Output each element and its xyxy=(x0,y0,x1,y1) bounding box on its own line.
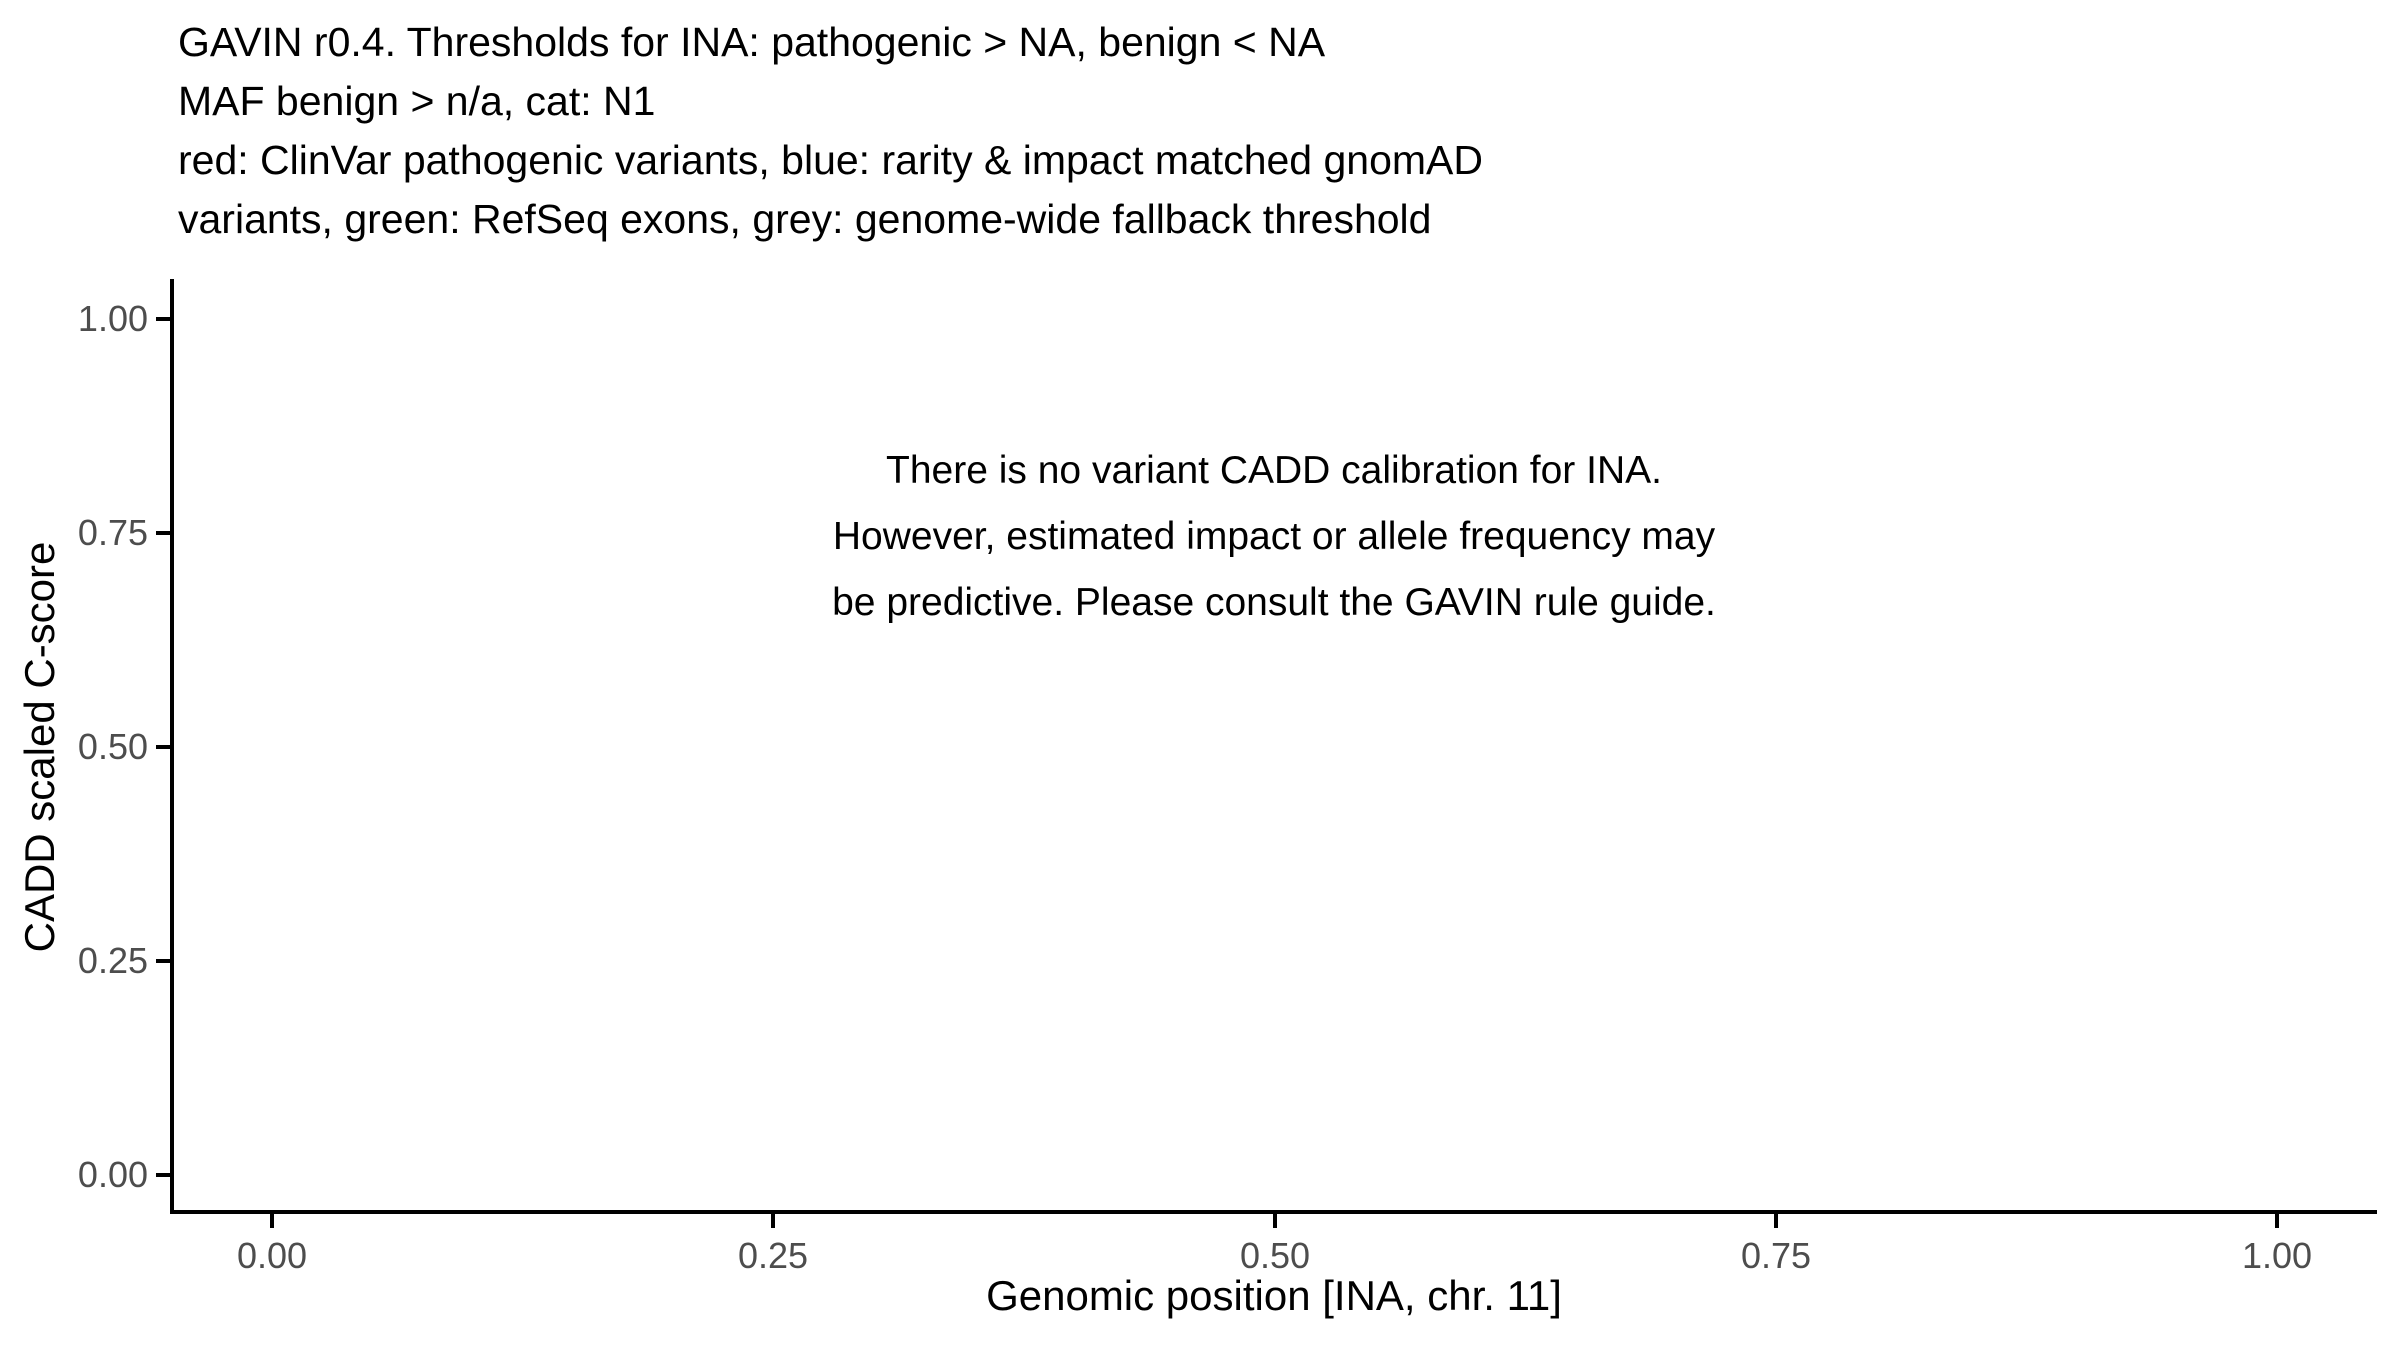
y-axis-tick-label: 1.00 xyxy=(77,298,148,339)
annotation-line-2: However, estimated impact or allele frequency may xyxy=(832,515,1716,558)
x-tick-mark-1.00 xyxy=(2275,1214,2279,1228)
x-axis-tick-label: 0.50 xyxy=(1239,1235,1311,1276)
x-axis-tick-label: 0.00 xyxy=(236,1235,308,1276)
y-axis-tick-label: 0.50 xyxy=(77,726,148,767)
x-tick-mark-0.75 xyxy=(1774,1214,1778,1228)
plot-title xyxy=(178,13,1483,249)
y-axis-tick-label: 0.00 xyxy=(77,1154,148,1195)
x-axis-tick-label: 0.75 xyxy=(1740,1235,1812,1276)
plot-title-line-4: variants, green: RefSeq exons, grey: genome-wide fallback threshold xyxy=(178,196,1432,242)
annotation-line-3: be predictive. Please consult the GAVIN rule guide. xyxy=(832,581,1716,624)
y-tick-mark-1.00 xyxy=(156,317,170,321)
y-axis-title: CADD scaled C-score xyxy=(16,541,63,953)
x-tick-mark-0.00 xyxy=(270,1214,274,1228)
plot-title-line-3: red: ClinVar pathogenic variants, blue: rarity & impact matched gnomAD xyxy=(178,137,1484,183)
x-axis-tick-label: 1.00 xyxy=(2241,1235,2313,1276)
plot-title-line-1: GAVIN r0.4. Thresholds for INA: pathogenic > NA, benign < NA xyxy=(178,19,1326,65)
y-axis-tick-label: 0.75 xyxy=(77,512,148,553)
x-tick-mark-0.50 xyxy=(1273,1214,1277,1228)
y-tick-mark-0.25 xyxy=(156,959,170,963)
plot-title-line-2: MAF benign > n/a, cat: N1 xyxy=(178,78,656,124)
y-tick-mark-0.50 xyxy=(156,745,170,749)
x-axis-title: Genomic position [INA, chr. 11] xyxy=(986,1272,1562,1319)
x-axis-tick-label: 0.25 xyxy=(737,1235,809,1276)
no-calibration-annotation xyxy=(674,438,1874,636)
y-axis-tick-label: 0.25 xyxy=(77,940,148,981)
plot-area xyxy=(170,279,2377,1214)
y-tick-mark-0.75 xyxy=(156,531,170,535)
x-tick-mark-0.25 xyxy=(771,1214,775,1228)
y-tick-mark-0.00 xyxy=(156,1173,170,1177)
annotation-line-1: There is no variant CADD calibration for INA. xyxy=(886,449,1662,492)
